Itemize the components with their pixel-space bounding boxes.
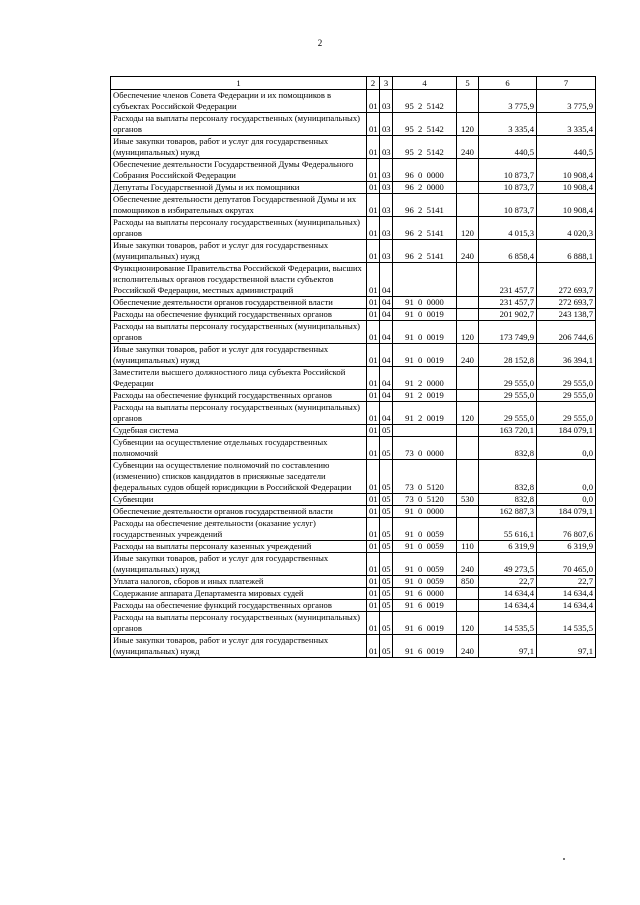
table-row (111, 113, 596, 136)
row-c3-cell: 05 (380, 518, 393, 541)
row-c2-cell: 01 (367, 506, 380, 518)
row-c2-cell: 01 (367, 297, 380, 309)
row-c6-cell: 231 457,7 (479, 297, 537, 309)
table-row (111, 136, 596, 159)
row-name-cell: Субвенции (111, 494, 367, 506)
row-c6-cell: 55 616,1 (479, 518, 537, 541)
row-c5-cell: 120 (457, 402, 479, 425)
row-c7-cell: 0,0 (537, 437, 596, 460)
row-c3-cell: 05 (380, 612, 393, 635)
row-c4-cell: 91 0 0000 (393, 506, 457, 518)
row-c4-cell: 96 2 5141 (393, 194, 457, 217)
table-row (111, 518, 596, 541)
row-c7-cell: 10 908,4 (537, 182, 596, 194)
row-c2-cell: 01 (367, 612, 380, 635)
row-c6-cell: 14 535,5 (479, 612, 537, 635)
row-c3-cell: 04 (380, 321, 393, 344)
row-c6-cell: 6 858,4 (479, 240, 537, 263)
row-c6-cell: 22,7 (479, 576, 537, 588)
row-c6-cell: 29 555,0 (479, 390, 537, 402)
budget-table (110, 76, 596, 658)
row-c4-cell: 91 0 0059 (393, 541, 457, 553)
row-c5-cell: 240 (457, 344, 479, 367)
header-cell: 7 (537, 77, 596, 90)
table-row (111, 612, 596, 635)
row-c4-cell: 91 0 0019 (393, 309, 457, 321)
row-name-cell: Расходы на выплаты персоналу государственных (муниципальных) органов (111, 402, 367, 425)
row-c6-cell: 29 555,0 (479, 367, 537, 390)
row-c6-cell: 28 152,8 (479, 344, 537, 367)
row-c2-cell: 01 (367, 321, 380, 344)
table-row (111, 344, 596, 367)
row-c2-cell: 01 (367, 217, 380, 240)
row-c7-cell: 440,5 (537, 136, 596, 159)
row-c5-cell (457, 159, 479, 182)
row-c2-cell: 01 (367, 309, 380, 321)
row-name-cell: Субвенции на осуществление полномочий по составлению (изменению) списков кандидатов в присяжные заседатели федеральных судов общей юрисдикции в Российской Федерации (111, 460, 367, 494)
row-name-cell: Депутаты Государственной Думы и их помощники (111, 182, 367, 194)
row-c3-cell: 04 (380, 297, 393, 309)
row-c4-cell: 91 0 0059 (393, 553, 457, 576)
row-c4-cell: 91 0 0059 (393, 576, 457, 588)
table-row (111, 576, 596, 588)
row-c2-cell: 01 (367, 263, 380, 297)
table-row (111, 553, 596, 576)
row-c2-cell: 01 (367, 541, 380, 553)
row-c7-cell: 76 807,6 (537, 518, 596, 541)
table-row (111, 460, 596, 494)
row-c7-cell: 3 775,9 (537, 90, 596, 113)
table-row (111, 309, 596, 321)
row-c3-cell: 04 (380, 309, 393, 321)
row-c3-cell: 04 (380, 344, 393, 367)
row-c7-cell: 10 908,4 (537, 159, 596, 182)
row-c7-cell: 3 335,4 (537, 113, 596, 136)
row-c5-cell (457, 90, 479, 113)
row-c7-cell: 243 138,7 (537, 309, 596, 321)
row-name-cell: Заместители высшего должностного лица субъекта Российской Федерации (111, 367, 367, 390)
row-c5-cell (457, 194, 479, 217)
row-c4-cell (393, 425, 457, 437)
row-c4-cell: 91 6 0019 (393, 600, 457, 612)
table-row (111, 425, 596, 437)
row-c5-cell: 850 (457, 576, 479, 588)
row-c5-cell (457, 588, 479, 600)
row-name-cell: Расходы на обеспечение функций государственных органов (111, 600, 367, 612)
row-c7-cell: 0,0 (537, 460, 596, 494)
row-c4-cell: 91 2 0019 (393, 390, 457, 402)
row-c3-cell: 05 (380, 437, 393, 460)
row-c7-cell: 184 079,1 (537, 506, 596, 518)
row-c6-cell: 10 873,7 (479, 159, 537, 182)
row-c2-cell: 01 (367, 588, 380, 600)
row-c3-cell: 05 (380, 506, 393, 518)
row-c6-cell: 14 634,4 (479, 588, 537, 600)
row-c6-cell: 231 457,7 (479, 263, 537, 297)
row-c6-cell: 163 720,1 (479, 425, 537, 437)
row-c2-cell: 01 (367, 390, 380, 402)
row-c7-cell: 272 693,7 (537, 297, 596, 309)
row-c6-cell: 201 902,7 (479, 309, 537, 321)
row-c6-cell: 10 873,7 (479, 194, 537, 217)
table-row (111, 494, 596, 506)
row-c2-cell: 01 (367, 437, 380, 460)
row-c2-cell: 01 (367, 136, 380, 159)
row-c5-cell: 120 (457, 217, 479, 240)
row-c4-cell: 96 2 5141 (393, 240, 457, 263)
row-c6-cell: 3 335,4 (479, 113, 537, 136)
header-cell: 3 (380, 77, 393, 90)
row-c3-cell: 05 (380, 553, 393, 576)
row-name-cell: Расходы на выплаты персоналу государственных (муниципальных) органов (111, 113, 367, 136)
row-c2-cell: 01 (367, 240, 380, 263)
header-cell: 2 (367, 77, 380, 90)
row-c7-cell: 184 079,1 (537, 425, 596, 437)
row-name-cell: Иные закупки товаров, работ и услуг для государственных (муниципальных) нужд (111, 136, 367, 159)
row-c6-cell: 14 634,4 (479, 600, 537, 612)
row-c6-cell: 6 319,9 (479, 541, 537, 553)
row-c7-cell: 14 634,4 (537, 600, 596, 612)
row-c4-cell: 91 0 0019 (393, 321, 457, 344)
row-c3-cell: 05 (380, 576, 393, 588)
row-c4-cell: 91 2 0000 (393, 367, 457, 390)
row-c4-cell: 91 6 0019 (393, 612, 457, 635)
row-c2-cell: 01 (367, 402, 380, 425)
row-c3-cell: 03 (380, 113, 393, 136)
row-c2-cell: 01 (367, 460, 380, 494)
row-c4-cell: 91 0 0059 (393, 518, 457, 541)
table-row (111, 159, 596, 182)
row-c3-cell: 03 (380, 159, 393, 182)
row-c6-cell: 4 015,3 (479, 217, 537, 240)
row-c6-cell: 97,1 (479, 635, 537, 658)
row-c3-cell: 03 (380, 182, 393, 194)
row-name-cell: Уплата налогов, сборов и иных платежей (111, 576, 367, 588)
row-c5-cell: 120 (457, 321, 479, 344)
table-row (111, 506, 596, 518)
row-c6-cell: 832,8 (479, 460, 537, 494)
row-c7-cell: 0,0 (537, 494, 596, 506)
row-c2-cell: 01 (367, 344, 380, 367)
row-c4-cell (393, 263, 457, 297)
row-c2-cell: 01 (367, 425, 380, 437)
row-c7-cell: 14 535,5 (537, 612, 596, 635)
row-c5-cell (457, 425, 479, 437)
row-c4-cell: 91 0 0019 (393, 344, 457, 367)
row-c7-cell: 22,7 (537, 576, 596, 588)
table-body (111, 90, 596, 658)
row-c4-cell: 96 0 0000 (393, 159, 457, 182)
row-c3-cell: 05 (380, 600, 393, 612)
row-c5-cell: 240 (457, 553, 479, 576)
row-name-cell: Расходы на обеспечение функций государственных органов (111, 390, 367, 402)
row-c7-cell: 97,1 (537, 635, 596, 658)
table-row (111, 541, 596, 553)
table-header-row (111, 77, 596, 90)
row-c4-cell: 95 2 5142 (393, 90, 457, 113)
row-c5-cell: 120 (457, 612, 479, 635)
row-c5-cell (457, 263, 479, 297)
table-row (111, 182, 596, 194)
row-c5-cell: 530 (457, 494, 479, 506)
row-name-cell: Иные закупки товаров, работ и услуг для государственных (муниципальных) нужд (111, 344, 367, 367)
row-name-cell: Расходы на выплаты персоналу государственных (муниципальных) органов (111, 612, 367, 635)
row-c6-cell: 832,8 (479, 437, 537, 460)
table-row (111, 390, 596, 402)
row-name-cell: Расходы на выплаты персоналу государственных (муниципальных) органов (111, 321, 367, 344)
row-c6-cell: 10 873,7 (479, 182, 537, 194)
row-c2-cell: 01 (367, 494, 380, 506)
row-c2-cell: 01 (367, 600, 380, 612)
row-c5-cell (457, 460, 479, 494)
row-c4-cell: 96 2 5141 (393, 217, 457, 240)
header-cell: 1 (111, 77, 367, 90)
row-c3-cell: 05 (380, 635, 393, 658)
table-row (111, 90, 596, 113)
row-c5-cell (457, 297, 479, 309)
row-c4-cell: 95 2 5142 (393, 136, 457, 159)
table-row (111, 588, 596, 600)
row-c7-cell: 206 744,6 (537, 321, 596, 344)
row-name-cell: Расходы на выплаты персоналу казенных учреждений (111, 541, 367, 553)
row-c3-cell: 03 (380, 90, 393, 113)
row-c4-cell: 73 0 5120 (393, 460, 457, 494)
row-c3-cell: 05 (380, 460, 393, 494)
row-name-cell: Обеспечение деятельности органов государственной власти (111, 506, 367, 518)
table-row (111, 600, 596, 612)
table-row (111, 321, 596, 344)
row-c3-cell: 04 (380, 390, 393, 402)
row-c5-cell (457, 182, 479, 194)
table-row (111, 217, 596, 240)
page-number: 2 (317, 38, 323, 48)
row-c3-cell: 03 (380, 217, 393, 240)
table-row (111, 263, 596, 297)
row-c2-cell: 01 (367, 182, 380, 194)
header-cell: 6 (479, 77, 537, 90)
row-c2-cell: 01 (367, 159, 380, 182)
table-row (111, 297, 596, 309)
row-name-cell: Расходы на выплаты персоналу государственных (муниципальных) органов (111, 217, 367, 240)
row-c5-cell (457, 390, 479, 402)
table-row (111, 367, 596, 390)
row-c5-cell (457, 367, 479, 390)
row-c5-cell (457, 506, 479, 518)
row-c4-cell: 73 0 5120 (393, 494, 457, 506)
row-c5-cell: 240 (457, 240, 479, 263)
row-c7-cell: 14 634,4 (537, 588, 596, 600)
row-c6-cell: 832,8 (479, 494, 537, 506)
row-c4-cell: 91 6 0000 (393, 588, 457, 600)
row-name-cell: Субвенции на осуществление отдельных государственных полномочий (111, 437, 367, 460)
row-name-cell: Иные закупки товаров, работ и услуг для государственных (муниципальных) нужд (111, 635, 367, 658)
row-c2-cell: 01 (367, 518, 380, 541)
row-c3-cell: 04 (380, 263, 393, 297)
row-c3-cell: 04 (380, 402, 393, 425)
row-c2-cell: 01 (367, 113, 380, 136)
row-c2-cell: 01 (367, 635, 380, 658)
row-c3-cell: 05 (380, 494, 393, 506)
row-name-cell: Иные закупки товаров, работ и услуг для государственных (муниципальных) нужд (111, 240, 367, 263)
row-c7-cell: 36 394,1 (537, 344, 596, 367)
row-name-cell: Обеспечение членов Совета Федерации и их помощников в субъектах Российской Федерации (111, 90, 367, 113)
row-name-cell: Расходы на обеспечение функций государственных органов (111, 309, 367, 321)
row-c3-cell: 05 (380, 588, 393, 600)
row-c6-cell: 29 555,0 (479, 402, 537, 425)
row-c3-cell: 05 (380, 425, 393, 437)
row-c6-cell: 3 775,9 (479, 90, 537, 113)
row-c5-cell (457, 437, 479, 460)
row-c5-cell (457, 309, 479, 321)
table-row (111, 635, 596, 658)
row-c4-cell: 95 2 5142 (393, 113, 457, 136)
row-c5-cell (457, 600, 479, 612)
row-c7-cell: 4 020,3 (537, 217, 596, 240)
row-c7-cell: 29 555,0 (537, 402, 596, 425)
row-c2-cell: 01 (367, 194, 380, 217)
row-c2-cell: 01 (367, 90, 380, 113)
row-c2-cell: 01 (367, 576, 380, 588)
table-row (111, 194, 596, 217)
row-name-cell: Расходы на обеспечение деятельности (оказание услуг) государственных учреждений (111, 518, 367, 541)
header-cell: 5 (457, 77, 479, 90)
row-name-cell: Обеспечение деятельности Государственной Думы Федерального Собрания Российской Федерации (111, 159, 367, 182)
row-c7-cell: 6 888,1 (537, 240, 596, 263)
row-c3-cell: 04 (380, 367, 393, 390)
row-c5-cell: 240 (457, 635, 479, 658)
row-c4-cell: 96 2 0000 (393, 182, 457, 194)
row-c6-cell: 173 749,9 (479, 321, 537, 344)
header-cell: 4 (393, 77, 457, 90)
row-name-cell: Обеспечение деятельности депутатов Государственной Думы и их помощников в избирательных округах (111, 194, 367, 217)
row-c2-cell: 01 (367, 367, 380, 390)
row-c5-cell: 240 (457, 136, 479, 159)
row-c6-cell: 162 887,3 (479, 506, 537, 518)
row-c3-cell: 03 (380, 136, 393, 159)
row-c3-cell: 03 (380, 240, 393, 263)
row-name-cell: Судебная система (111, 425, 367, 437)
row-c7-cell: 272 693,7 (537, 263, 596, 297)
row-c6-cell: 440,5 (479, 136, 537, 159)
row-name-cell: Функционирование Правительства Российской Федерации, высших исполнительных органов государственной власти субъектов Российской Федерации, местных администраций (111, 263, 367, 297)
row-c7-cell: 70 465,0 (537, 553, 596, 576)
row-c6-cell: 49 273,5 (479, 553, 537, 576)
row-c7-cell: 6 319,9 (537, 541, 596, 553)
row-c5-cell: 120 (457, 113, 479, 136)
table-row (111, 402, 596, 425)
row-c3-cell: 03 (380, 194, 393, 217)
scan-speck (563, 858, 565, 860)
row-c7-cell: 10 908,4 (537, 194, 596, 217)
row-c5-cell (457, 518, 479, 541)
row-c3-cell: 05 (380, 541, 393, 553)
row-name-cell: Иные закупки товаров, работ и услуг для государственных (муниципальных) нужд (111, 553, 367, 576)
table-row (111, 240, 596, 263)
row-c4-cell: 91 2 0019 (393, 402, 457, 425)
row-c5-cell: 110 (457, 541, 479, 553)
row-c4-cell: 91 6 0019 (393, 635, 457, 658)
row-c7-cell: 29 555,0 (537, 390, 596, 402)
row-name-cell: Обеспечение деятельности органов государственной власти (111, 297, 367, 309)
row-c2-cell: 01 (367, 553, 380, 576)
row-c4-cell: 91 0 0000 (393, 297, 457, 309)
row-c4-cell: 73 0 0000 (393, 437, 457, 460)
row-c7-cell: 29 555,0 (537, 367, 596, 390)
row-name-cell: Содержание аппарата Департамента мировых судей (111, 588, 367, 600)
table-row (111, 437, 596, 460)
